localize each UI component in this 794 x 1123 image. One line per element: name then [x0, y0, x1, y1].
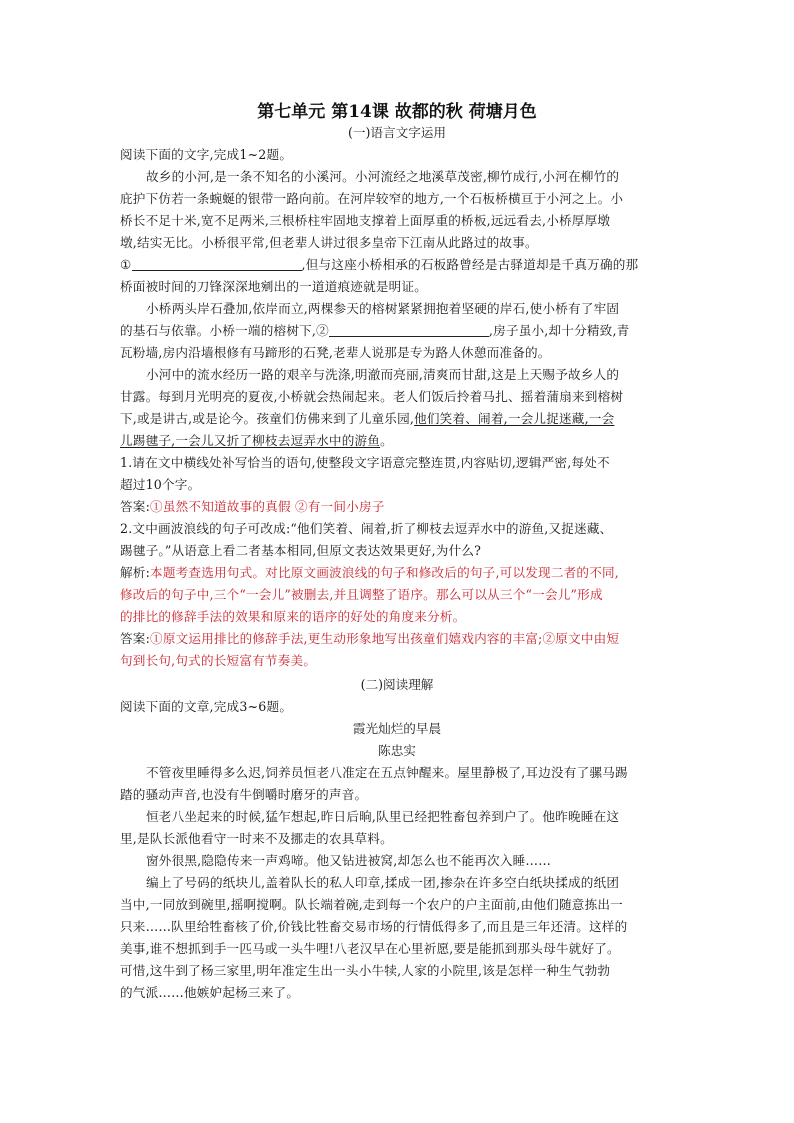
fill-blank-2[interactable]	[329, 324, 489, 337]
plain-text: 。	[380, 433, 393, 448]
story-line: 的气派……他嫉妒起杨三来了。	[120, 985, 300, 1000]
story-line: 恒老八坐起来的时候,猛乍想起,昨日后晌,队里已经把牲畜包养到户了。他昨晚睡在这	[146, 809, 620, 824]
para-line: 故乡的小河,是一条不知名的小溪河。小河流经之地溪草茂密,柳竹成行,小河在柳竹的	[146, 169, 620, 184]
fill-blank-1[interactable]	[132, 258, 302, 271]
instruction-1: 阅读下面的文字,完成1~2题。	[120, 147, 293, 162]
blank-sentence-1	[120, 257, 680, 273]
story-line: 里,是队长派他看守一时来不及挪走的农具草料。	[120, 831, 393, 846]
wavy-underlined-text: 他们笑着、闹着,一会儿捉迷藏,一会	[414, 411, 615, 426]
story-line: 不管夜里睡得多么迟,饲养员恒老八准定在五点钟醒来。屋里静极了,耳边没有了骡马踢	[146, 765, 628, 780]
answer-text: 句到长句,句式的长短富有节奏美。	[120, 653, 317, 668]
blank-after-2: ,房子虽小,却十分精致,青	[488, 323, 630, 338]
story-title: 霞光灿烂的早晨	[352, 721, 442, 736]
question-1: 1.请在文中横线处补写恰当的语句,使整段文字语意完整连贯,内容贴切,逻辑严密,每处不	[120, 455, 610, 470]
answer-text: ①原文运用排比的修辞手法,更生动形象地写出孩童们嬉戏内容的丰富;②原文中由短	[150, 631, 620, 646]
para-line: 小桥两头岸石叠加,依岸而立,两棵参天的榕树紧紧拥抱着坚硬的岸石,使小桥有了牢固	[146, 301, 620, 316]
blank-marker-1: ①	[120, 257, 132, 272]
analysis-2	[120, 565, 680, 581]
answer-label: 答案:	[120, 499, 151, 514]
analysis-text: 的排比的修辞手法的效果和原来的语序的好处的角度来分析。	[120, 609, 466, 624]
para-line: 甘露。每到月光明亮的夏夜,小桥就会热闹起来。老人们饭后拎着马扎、摇着蒲扇来到榕树	[120, 389, 624, 404]
story-line: 可惜,这牛到了杨三家里,明年准定生出一头小牛犊,人家的小院里,该是怎样一种生气勃勃	[120, 963, 611, 978]
story-line: 只来……队里给牲畜核了价,价钱比牲畜交易市场的行情低得多了,而且是三年还清。这样的	[120, 919, 628, 934]
instruction-2: 阅读下面的文章,完成3~6题。	[120, 699, 293, 714]
para-line-wavy-end	[120, 433, 680, 449]
story-line: 踏的骚动声音,也没有牛倒嚼时磨牙的声音。	[120, 787, 368, 802]
answer-label: 答案:	[120, 631, 151, 646]
blank-before-2: 的基石与依靠。小桥一端的榕树下,②	[120, 323, 329, 338]
para-line: 桥面被时间的刀锋深深地剜出的一道道痕迹就是明证。	[120, 279, 428, 294]
para-line-wavy-start	[120, 411, 680, 427]
answer-1	[120, 499, 680, 515]
para-line: 桥长不足十米,宽不足两米,三根桥柱牢固地支撑着上面厚重的桥板,远远看去,小桥厚厚墩	[120, 213, 611, 228]
para-line: 瓦粉墙,房内沿墙根修有马蹄形的石凳,老辈人说那是专为路人休憩而准备的。	[120, 345, 551, 360]
plain-text: 下,或是讲古,或是论今。孩童们仿佛来到了儿童乐园,	[120, 411, 415, 426]
analysis-label: 解析:	[120, 565, 151, 580]
answer-2	[120, 631, 680, 647]
blank-after-1: ,但与这座小桥相承的石板路曾经是古驿道却是千真万确的那	[301, 257, 639, 272]
answer-text: ①虽然不知道故事的真假 ②有一间小房子	[150, 499, 385, 514]
question-2-cont: 踢毽子。”从语意上看二者基本相同,但原文表达效果更好,为什么?	[120, 543, 482, 558]
para-line: 庇护下仿若一条蜿蜒的银带一路向前。在河岸较窄的地方,一个石板桥横亘于小河之上。小	[120, 191, 624, 206]
section-heading-2: (二)阅读理解	[360, 677, 434, 692]
analysis-text: 本题考查选用句式。对比原文画波浪线的句子和修改后的句子,可以发现二者的不同,	[150, 565, 620, 580]
section-heading-1: (一)语言文字运用	[348, 125, 446, 140]
story-line: 当中,一同放到碗里,摇啊搅啊。队长端着碗,走到每一个农户的户主面前,由他们随意拣出一	[120, 897, 623, 912]
question-1-cont: 超过10个字。	[120, 477, 201, 492]
question-2: 2.文中画波浪线的句子可改成:“他们笑着、闹着,折了柳枝去逗弄水中的游鱼,又捉迷藏、	[120, 521, 613, 536]
story-line: 编上了号码的纸块儿,盖着队长的私人印章,揉成一团,掺杂在许多空白纸块揉成的纸团	[146, 875, 620, 890]
page-title: 第七单元 第14课 故都的秋 荷塘月色	[257, 102, 537, 122]
wavy-underlined-text: 儿踢毽子,一会儿又折了柳枝去逗弄水中的游鱼	[120, 433, 381, 448]
story-line: 美事,谁不想抓到手一匹马或一头牛哩!八老汉早在心里祈愿,要是能抓到那头母牛就好了。	[120, 941, 620, 956]
para-line: 墩,结实无比。小桥很平常,但老辈人讲过很多皇帝下江南从此路过的故事。	[120, 235, 538, 250]
blank-sentence-2	[120, 323, 680, 339]
analysis-text: 修改后的句子中,三个“一会儿”被删去,并且调整了语序。那么可以从三个“一会儿”形成	[120, 587, 603, 602]
story-author: 陈忠实	[378, 743, 416, 758]
para-line: 小河中的流水经历一路的艰辛与洗涤,明澈而亮丽,清爽而甘甜,这是上天赐予故乡人的	[146, 367, 620, 382]
story-line: 窗外很黑,隐隐传来一声鸡啼。他又钻进被窝,却怎么也不能再次入睡……	[146, 853, 552, 868]
